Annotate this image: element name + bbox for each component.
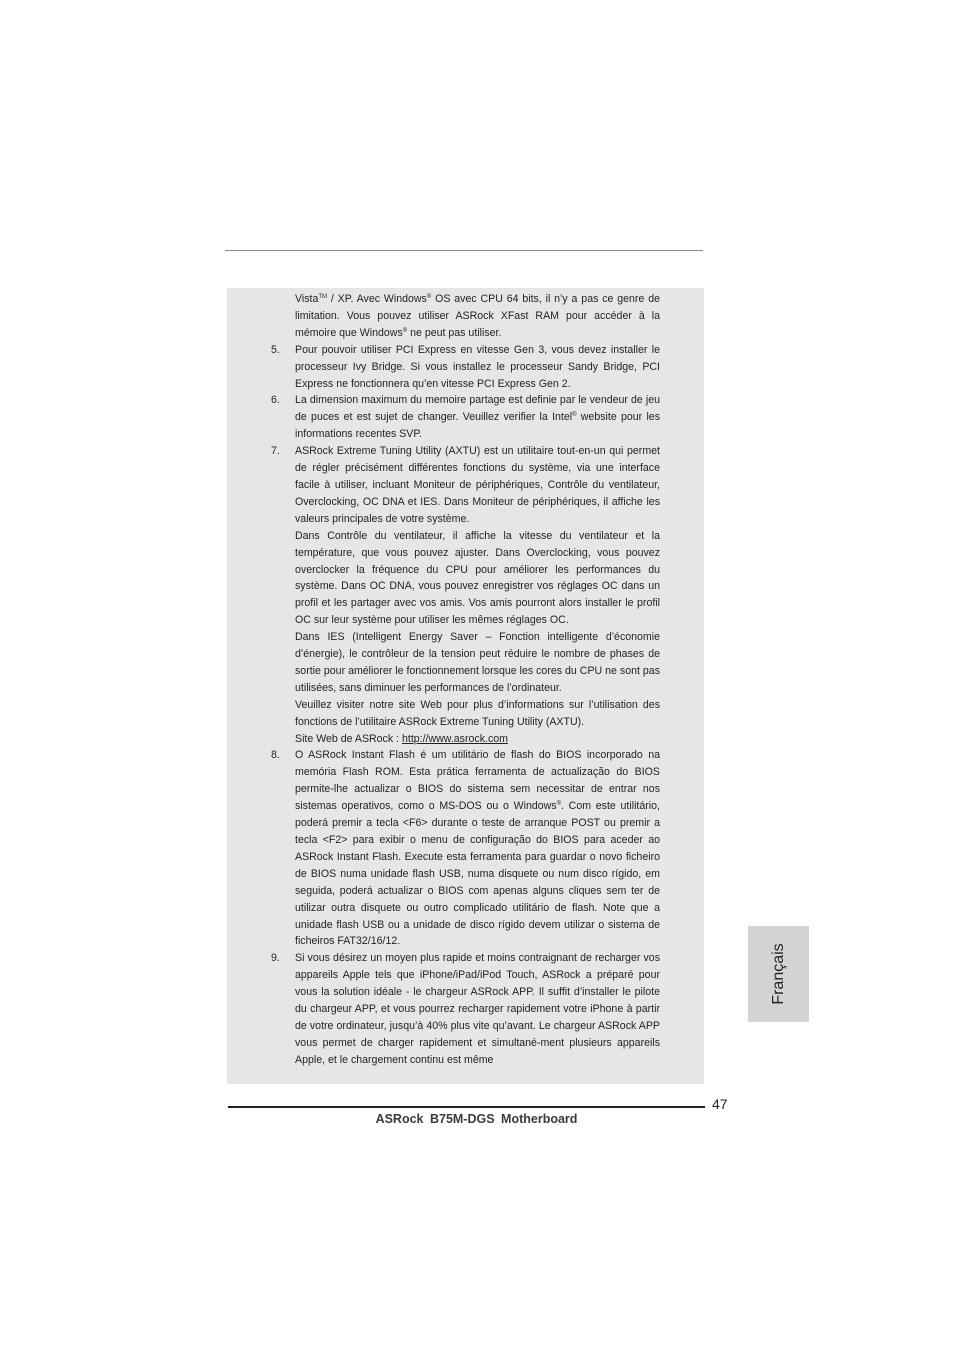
- note-item-5: [271, 342, 660, 393]
- note-text-part: . Com este utilitário, poderá premir a tecla <F6> durante o teste de arranque POST ou premir a tecla <F2> para exibir o menu de configuração do BIOS para aceder ao ASRock Instant Flash. Execute esta ferramenta para guardar o novo ficheiro de BIOS numa unidade flash USB, numa disquete ou num disco rígido, em seguida, poderá actualizar o BIOS com apenas alguns cliques sem ter de utilizar outra disquete ou outro complicado utilitário de flash. Note que a unidade flash USB ou a unidade de disco rígido devem utilizar o sistema de ficheiros FAT32/16/12.: [295, 800, 660, 948]
- intro-text-2: / XP. Avec Windows: [327, 293, 427, 305]
- notes-text: [271, 291, 660, 1069]
- intro-text-3: OS avec CPU 64 bits, il n’y a pas ce genre de limitation. Vous pouvez utiliser ASRock XFast RAM pour accéder à la mémoire que Windows: [295, 293, 660, 339]
- note-item-6: [271, 392, 660, 443]
- note-text: Pour pouvoir utiliser PCI Express en vitesse Gen 3, vous devez installer le processeur Ivy Bridge. Si vous installez le processeur Sandy Bridge, PCI Express ne fonctionnera qu’en vitesse PCI Express Gen 2.: [295, 343, 660, 390]
- note-item-9: [271, 950, 660, 1068]
- language-tab-label: Français: [769, 943, 787, 1005]
- note-text: [295, 392, 660, 443]
- website-link[interactable]: http://www.asrock.com: [401, 732, 508, 745]
- note-number: 8.: [271, 749, 280, 762]
- note-number: 5.: [271, 343, 280, 356]
- website-label: Site Web de ASRock :: [295, 732, 402, 745]
- note-number: 7.: [271, 445, 280, 458]
- intro-text-1: Vista: [295, 293, 319, 305]
- registered-mark: ®: [572, 412, 577, 419]
- page-number: 47: [712, 1096, 728, 1112]
- note-paragraph: Veuillez visiter notre site Web pour plus d’informations sur l’utilisation des fonctions de l’utilitaire ASRock Extreme Tuning Utility (AXTU).: [295, 698, 660, 728]
- note-paragraph: Dans IES (Intelligent Energy Saver – Fonction intelligente d’économie d’énergie), le contrôleur de la tension peut réduire le nombre de phases de sortie pour améliorer le fonctionnement lorsque les cores du CPU ne sont pas utilisées, sans diminuer les performances de l’ordinateur.: [295, 631, 660, 694]
- trademark-mark: TM: [318, 294, 328, 300]
- intro-text-4: ne peut pas utiliser.: [407, 326, 502, 339]
- registered-mark: ®: [402, 327, 408, 334]
- note-text-part: La dimension maximum du memoire partage est definie par le vendeur de jeu de puces et est sujet de changer. Veuillez verifier la Intel: [295, 394, 660, 424]
- note-paragraph: ASRock Extreme Tuning Utility (AXTU) est un utilitaire tout-en-un qui permet de régler précisément différentes fonctions du système, via une interface facile à utiliser, incluant Moniteur de périphériques, Contrôle du ventilateur, Overclocking, OC DNA et IES. Dans Moniteur de périphériques, il affiche les valeurs principales de votre système.: [295, 445, 660, 525]
- website-line: [295, 731, 660, 748]
- language-tab: [748, 926, 809, 1022]
- note-text-part: website pour les informations recentes SVP.: [295, 411, 660, 441]
- note-number: 9.: [271, 952, 280, 965]
- footer-title: ASRock B75M-DGS Motherboard: [375, 1112, 578, 1126]
- note-number: 6.: [271, 394, 280, 407]
- registered-mark: ®: [426, 294, 432, 300]
- intro-paragraph: [295, 291, 660, 342]
- registered-mark: ®: [556, 801, 561, 808]
- note-item-7: [271, 443, 660, 747]
- note-text: [295, 747, 660, 950]
- note-item-8: [271, 747, 660, 950]
- note-paragraph: Dans Contrôle du ventilateur, il affiche la vitesse du ventilateur et la température, que vous pouvez ajuster. Dans Overclocking, vous pouvez overclocker la fréquence du CPU pour améliorer les performances du système. Dans OC DNA, vous pouvez enregistrer vos réglages OC dans un profil et les partager avec vos amis. Vos amis pourront alors installer le profil OC sur leur système pour utiliser les mêmes réglages OC.: [295, 529, 660, 627]
- footer-divider: [228, 1106, 705, 1108]
- note-text-part: O ASRock Instant Flash é um utilitário de flash do BIOS incorporado na memória Flash ROM. Esta prática ferramenta de actualização do BIOS permite-lhe actualizar o BIOS do sistema sem necessitar de entrar nos sistemas operativos, como o MS-DOS ou o Windows: [295, 749, 660, 813]
- note-text: Si vous désirez un moyen plus rapide et moins contraignant de recharger vos appareils Apple tels que iPhone/iPad/iPod Touch, ASRock a préparé pour vous la solution idéale - le chargeur ASRock APP. Il suffit d’installer le pilote du chargeur APP, et vous pourrez recharger rapidement votre iPhone à partir de votre ordinateur, jusqu’à 40% plus vite qu’avant. Le chargeur ASRock APP vous permet de charger rapidement et simultané-ment plusieurs appareils Apple, et le chargement continu est même: [295, 952, 660, 1066]
- header-divider: [225, 250, 703, 251]
